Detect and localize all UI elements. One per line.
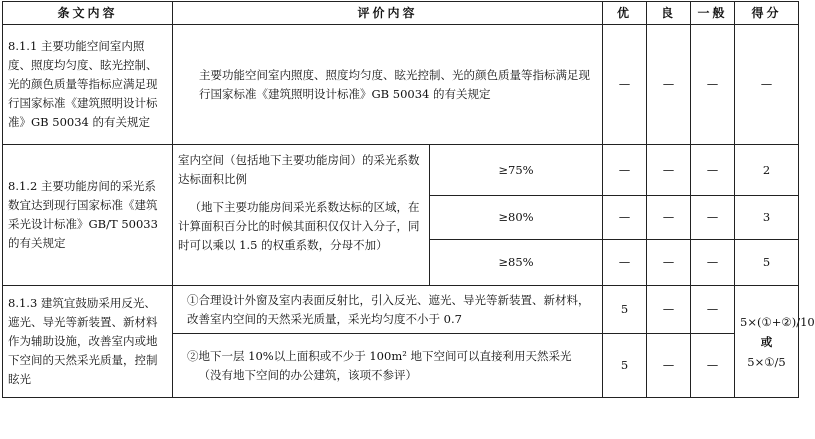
fair-8-1-3-item2: — [691, 334, 735, 398]
excellent-8-1-3-item2: 5 [603, 334, 647, 398]
fair-75: — [691, 145, 735, 196]
header-excellent: 优 [603, 2, 647, 25]
content-8-1-3-item1: ①合理设计外窗及室内表面反射比，引入反光、遮光、导光等新装置、新材料，改善室内空间的天然采光质量，采光均匀度不小于 0.7 [173, 286, 603, 334]
content-8-1-2-title: 室内空间（包括地下主要功能房间）的采光系数达标面积比例 [173, 145, 430, 196]
excellent-75: — [603, 145, 647, 196]
score-formula-1: 5×(①+②)/10 [740, 314, 815, 329]
good-85: — [647, 240, 691, 286]
content-8-1-2-note: （地下主要功能房间采光系数达标的区域，在计算面积百分比的时候其面积仅仅计入分子，同时可以乘以 1.5 的权重系数，分母不加） [173, 196, 430, 286]
evaluation-table [2, 1, 815, 398]
good-8-1-3-item2: — [647, 334, 691, 398]
fair-8-1-3-item1: — [691, 286, 735, 334]
score-85: 5 [735, 240, 799, 286]
excellent-85: — [603, 240, 647, 286]
content-8-1-1: 主要功能空间室内照度、照度均匀度、眩光控制、光的颜色质量等指标满足现行国家标准《建筑照明设计标准》GB 50034 的有关规定 [173, 25, 603, 145]
score-75: 2 [735, 145, 799, 196]
clause-8-1-2: 8.1.2 主要功能房间的采光系数宜达到现行国家标准《建筑采光设计标准》GB/T 50033 的有关规定 [3, 145, 173, 286]
content-8-1-3-item2-text: ②地下一层 10%以上面积或不少于 100m² 地下空间可以直接利用天然采光 [187, 348, 572, 363]
score-or: 或 [760, 334, 773, 349]
header-good: 良 [647, 2, 691, 25]
clause-8-1-1: 8.1.1 主要功能空间室内照度、照度均匀度、眩光控制、光的颜色质量等指标应满足现行国家标准《建筑照明设计标准》GB 50034 的有关规定 [3, 25, 173, 145]
threshold-75: ≥75% [430, 145, 603, 196]
score-formula-2: 5×①/5 [747, 354, 786, 369]
score-80: 3 [735, 196, 799, 240]
table-row [3, 145, 799, 196]
content-8-1-3-item2-note: （没有地下空间的办公建筑，该项不参评） [198, 367, 417, 382]
threshold-80: ≥80% [430, 196, 603, 240]
excellent-80: — [603, 196, 647, 240]
header-score: 得分 [735, 2, 799, 25]
fair-85: — [691, 240, 735, 286]
header-clause: 条文内容 [3, 2, 173, 25]
header-content: 评价内容 [173, 2, 603, 25]
good-75: — [647, 145, 691, 196]
threshold-85: ≥85% [430, 240, 603, 286]
fair-8-1-1: — [691, 25, 735, 145]
table-row [3, 286, 799, 334]
good-8-1-1: — [647, 25, 691, 145]
excellent-8-1-1: — [603, 25, 647, 145]
clause-8-1-3: 8.1.3 建筑宜鼓励采用反光、遮光、导光等新装置、新材料作为辅助设施，改善室内或地下空间的天然采光质量，控制眩光 [3, 286, 173, 398]
header-row [3, 2, 799, 25]
table-row [3, 25, 799, 145]
good-80: — [647, 196, 691, 240]
score-8-1-3 [735, 286, 815, 398]
fair-80: — [691, 196, 735, 240]
good-8-1-3-item1: — [647, 286, 691, 334]
score-8-1-1: — [735, 25, 799, 145]
excellent-8-1-3-item1: 5 [603, 286, 647, 334]
content-8-1-3-item2 [173, 334, 603, 398]
header-fair: 一般 [691, 2, 735, 25]
